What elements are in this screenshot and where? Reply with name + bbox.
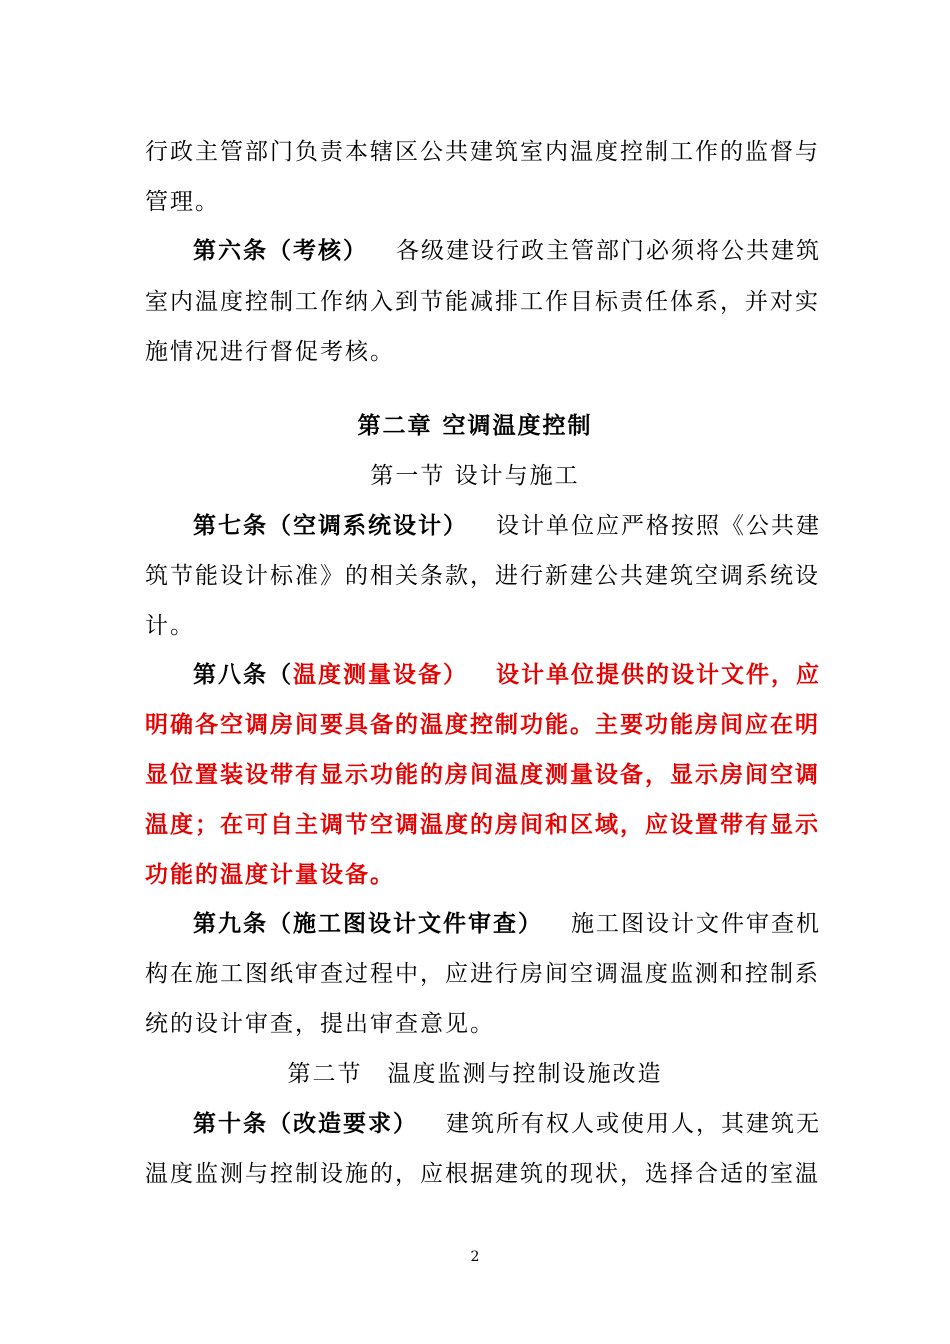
paragraph-line xyxy=(145,286,820,318)
paragraph-line xyxy=(145,186,805,218)
text: 温度监测与控制设施的，应根据建筑的现状，选择合适的室温 xyxy=(145,1161,820,1187)
text: 室内温度控制工作纳入到节能减排工作目标责任体系，并对实 xyxy=(145,289,820,315)
text: 管理。 xyxy=(145,189,220,215)
article-8-heading-line xyxy=(193,659,821,691)
text: 筑节能设计标准》的相关条款，进行新建公共建筑空调系统设 xyxy=(145,563,820,589)
text: 设计单位应严格按照《公共建 xyxy=(496,513,821,539)
highlight-text: 设计单位提供的设计文件，应 xyxy=(496,661,821,688)
paragraph-line xyxy=(145,610,805,642)
paragraph-line xyxy=(145,336,805,368)
paragraph-line xyxy=(145,560,820,592)
section-heading: 第一节 设计与施工 xyxy=(370,463,580,489)
text: 行政主管部门负责本辖区公共建筑室内温度控制工作的监督与 xyxy=(145,139,820,165)
highlight-line: 明确各空调房间要具备的温度控制功能。主要功能房间应在明 xyxy=(145,711,820,738)
page-number: 2 xyxy=(470,1249,480,1265)
article-6-heading-line xyxy=(193,235,821,267)
text: 各级建设行政主管部门必须将公共建筑 xyxy=(396,238,821,264)
article-6-title: 第六条（考核） xyxy=(193,237,368,264)
article-9-title: 第九条（施工图设计文件审查） xyxy=(193,910,543,937)
paragraph-line xyxy=(145,1158,820,1190)
article-10-title: 第十条（改造要求） xyxy=(193,1110,418,1137)
text: 施情况进行督促考核。 xyxy=(145,339,395,365)
article-10-heading-line xyxy=(193,1108,821,1140)
section-heading: 第二节 温度监测与控制设施改造 xyxy=(287,1061,663,1087)
article-7-heading-line xyxy=(193,510,821,542)
chapter-heading: 第二章 空调温度控制 xyxy=(357,412,593,439)
highlight-line: 显位置装设带有显示功能的房间温度测量设备，显示房间空调 xyxy=(145,761,820,788)
highlight-line: 功能的温度计量设备。 xyxy=(145,861,395,888)
text: 计。 xyxy=(145,613,195,639)
article-8-title: 第八条（ xyxy=(193,661,293,688)
article-9-heading-line xyxy=(193,908,821,940)
text: 构在施工图纸审查过程中，应进行房间空调温度监测和控制系 xyxy=(145,961,820,987)
text: 统的设计审查，提出审查意见。 xyxy=(145,1011,495,1037)
paragraph-line xyxy=(145,958,820,990)
paragraph-line xyxy=(145,136,820,168)
text: 施工图设计文件审查机 xyxy=(571,911,821,937)
article-8-title-highlight: 温度测量设备） xyxy=(293,661,468,688)
text: 建筑所有权人或使用人，其建筑无 xyxy=(446,1111,821,1137)
highlight-line: 温度；在可自主调节空调温度的房间和区域，应设置带有显示 xyxy=(145,811,820,838)
paragraph-line xyxy=(145,1008,805,1040)
article-7-title: 第七条（空调系统设计） xyxy=(193,512,468,539)
